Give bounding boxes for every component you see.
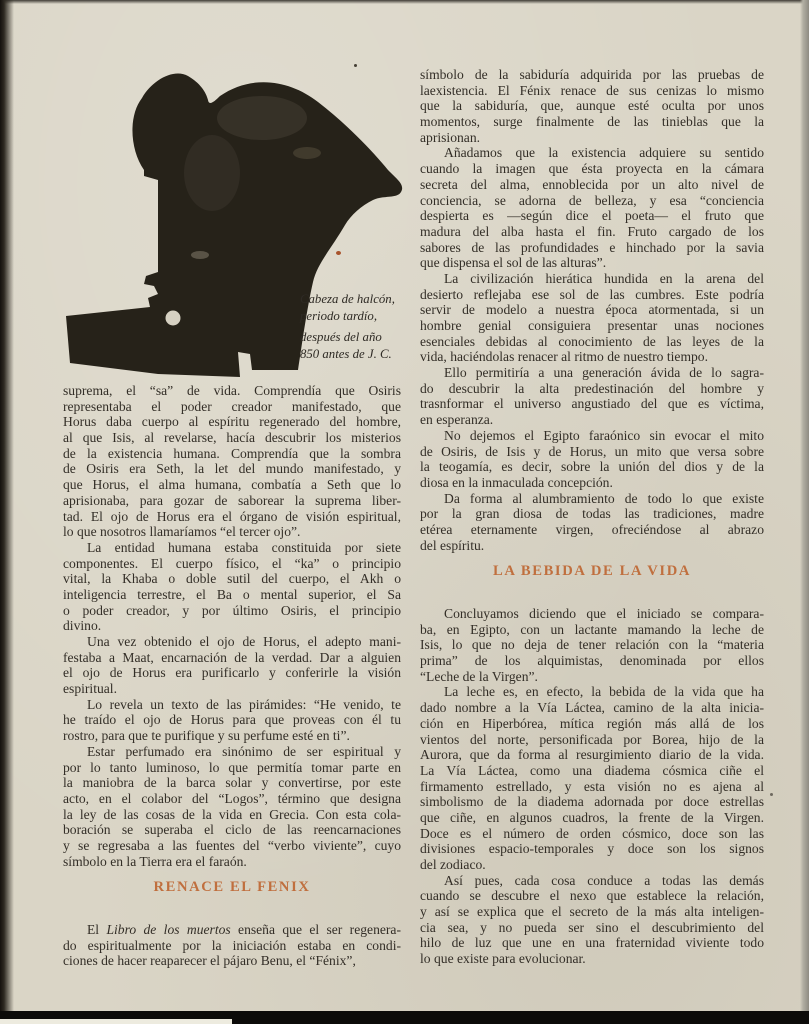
text-line: ba, en Egipto, con un lactante mamando la leche de [420,621,764,637]
text-line: momentos, surge finalmente de las tinieblas que la [420,114,764,130]
paragraph [420,365,764,428]
text-line: etérea eternamente virgen, ofreciéndose al abrazo [420,521,764,537]
text-line: trasnformar el universo angustiado del que es víctima, [420,396,764,412]
text-line: o poder creador, y por último Osiris, el principio [63,602,401,618]
text-line: Una vez obtenido el ojo de Horus, el adepto mani- [87,634,401,649]
section-heading: RENACE EL FENIX [153,879,311,896]
text-line: madura del alba hasta el fin. Fruto cargado de los [420,223,764,239]
text-line: divino. [63,618,102,634]
figure-caption [300,291,430,362]
caption-line: periodo tardío, [300,308,378,323]
text-column-right [420,67,764,967]
paragraph [420,606,764,684]
text-line: espiritual. [63,681,117,697]
text-line: esenciales debidas al conocimiento de las leyes de la [420,333,764,349]
text-line: secreta del alma, ennoblecida por un alto nivel de [420,176,764,192]
caption-line: 850 antes de J. C. [300,346,392,361]
paragraph [420,873,764,967]
text-column-left [63,383,401,969]
text-line: cuando se descubre el nexo que establece la relación, [420,888,764,904]
text-line: suprema, el “sa” de vida. Comprendía que Osiris [63,383,401,398]
falcon-head-figure [62,58,412,380]
paragraph [63,634,401,697]
scan-edge-bottom-white [0,1019,232,1024]
text-line: boración se superaba el ciclo de las reencarnaciones [63,822,401,838]
text-line: La leche es, en efecto, la bebida de la vida que ha [444,684,764,700]
text-line: firmamento estrellado, y esta visión no es ajena al [420,778,764,794]
text-line: y así se explica que el secreto de la más alta inteligen- [420,904,764,920]
text-line: laexistencia. El Fénix renace de sus cenizas lo mismo [420,82,764,98]
paragraph [420,491,764,554]
text-line: Ello permitiría a una generación ávida de lo sagra- [444,365,764,381]
caption-line: Cabeza de halcón, [300,292,395,306]
text-line: hombre genial consiguiera presentar unas nociones [420,318,764,333]
scan-edge-bottom [0,1011,809,1024]
text-line: he traído el ojo de Horus para que proveas con él tu [63,712,401,728]
text-line: Añadamos que la existencia adquiere su sentido [444,145,764,161]
text-line: de Osiris era Seth, la let del mundo manifestado, y [63,461,401,477]
text-line: Estar perfumado era sinónimo de ser espiritual y [87,743,401,759]
text-line: de Osiris, de Isis y de Horus, un mito que versa sobre [420,443,764,459]
text-line: despierta es —según dice el poeta— el fruto que [420,208,764,224]
text-line: No dejemos el Egipto faraónico sin evocar el mito [444,427,764,443]
scan-edge-right [800,0,809,1024]
text-line: que la sabiduría, que, aunque esté oculta por unos [420,98,764,114]
text-line: Horus daba cuerpo al espíritu regenerado del hombre, [63,414,401,430]
text-line: que dispensa el sol de las alturas”. [420,255,607,271]
text-line: símbolo de la sabiduría adquirida por las pruebas de [420,67,764,82]
scan-speck [770,793,773,796]
text-line: en esperanza. [420,412,494,428]
paragraph [420,428,764,491]
text-line: Isis, lo que no deja de tener relación con la “materia [420,637,764,653]
paragraph [63,383,401,540]
text-line: acto, en el colabor del “Logos”, término que designa [63,790,401,806]
text-line: por lo tanto luminoso, lo que permitía tomar parte en [63,759,401,775]
text-line: do descubrir la alta predestinación del hombre y [420,380,764,396]
paragraph [63,922,401,969]
text-line: cuando la imagen que ésta proyecta en la cámara [420,161,764,177]
text-line: vida, haciéndolas renacer al ritmo de nuestro tiempo. [420,349,709,365]
text-line: vital, la Khaba o doble sutil del cuerpo, el Akh o [63,571,401,587]
text-line: festaba a Maat, encarnación de la verdad. Dar a alguien [63,649,401,665]
text-line: la teogamía, es decir, sobre la unión del dios y de la [420,459,764,475]
text-line: por la gran diosa de todas las tradiciones, madre [420,506,764,522]
text-line: ción en Hiperbórea, mítica región más allá de los [420,715,764,731]
text-line: sabores de las profundidades e hinchado por la savia [420,239,764,255]
text-line: aprisionaba, para gozar de saborear la suprema liber- [63,492,401,508]
text-line: lo que existe para evolucionar. [420,951,586,967]
text-line: do espiritualmente por la iniciación estaba en condi- [63,937,401,953]
text-line: tad. El ojo de Horus era el órgano de visión espiritual, [63,508,401,524]
text-line: vientos del norte, personificada por Borea, hijo de la [420,731,764,747]
paragraph [63,697,401,744]
text-line: Doce es el número de orden cósmico, doce son las [420,825,764,841]
text-line: El Libro de los muertos enseña que el ser regenera- [87,922,401,938]
text-line: simbolismo de la diadema adornada por doce estrellas [420,794,764,810]
text-line: la ley de las cosas de la vida en Grecia. Con esta cola- [63,806,401,822]
text-line: rostro, para que te purifique y su perfume esté en ti”. [63,728,350,744]
text-line: Así pues, cada cosa conduce a todas las demás [444,872,764,888]
text-line: aprisionan. [420,129,481,145]
text-line: que Horus, el alma humana, combatía a Seth que lo [63,477,401,493]
text-line: y se regresaba a las fuentes del “verbo viviente”, cuyo [63,837,401,853]
text-line: componentes. El cuerpo físico, el “ka” o principio [63,555,401,571]
text-line: lo que nosotros llamaríamos “el tercer ojo”. [63,524,301,540]
text-line: prima” de los alquimistas, denominada por ellos [420,653,764,669]
text-line: al que Isis, al revelarse, hacía descubrir los misterios [63,430,401,446]
paragraph [420,684,764,872]
text-line: que ciñe, en algunos cuadros, la frente de la Virgen. [420,809,764,825]
text-line: Concluyamos diciendo que el iniciado se compara- [444,606,764,622]
text-line: conciencia, se adorna de belleza, y esa “conciencia [420,192,764,208]
text-line: cia sea, y no pueda ser sino el descubrimiento del [420,919,764,935]
text-line: Aurora, que da forma al resurgimiento diario de la vida. [420,747,764,763]
text-line: del espíritu. [420,537,485,553]
section-heading: LA BEBIDA DE LA VIDA [493,563,691,580]
scan-edge-top [0,0,809,4]
caption-line: después del año [300,330,382,344]
text-line: representaba el poder creador manifestado, que [63,398,401,414]
text-line: de la existencia humana. Comprendía que la sombra [63,445,401,461]
paragraph [420,67,764,145]
text-line: servir de modelo a nuestra época atormentada, si un [420,302,764,318]
text-line: Lo revela un texto de las pirámides: “He venido, te [87,696,401,712]
text-line: inteligencia terrestre, el Ba o mental superior, el Sa [63,586,401,602]
text-line: la maniobra de la barca solar y convertirse, por este [63,775,401,791]
text-line: “Leche de la Virgen”. [420,668,538,684]
paragraph [63,540,401,634]
text-line: La entidad humana estaba constituida por siete [87,539,401,555]
paragraph [420,271,764,365]
paragraph [63,744,401,870]
text-line: diosa en la inmaculada concepción. [420,474,613,490]
text-line: ciones de hacer reaparecer el pájaro Benu, el “Fénix”, [63,953,356,969]
text-line: símbolo en la Tierra era el faraón. [63,853,247,869]
text-line: desierto reflejaba ese sol de las cumbres. Este podría [420,286,764,302]
text-line: divisiones espacio-temporales y doce son los signos [420,841,764,857]
text-line: hilo de luz que une en una fraternidad viviente todo [420,935,764,951]
paragraph [420,145,764,271]
scan-edge-left [0,0,14,1024]
text-line: el ojo de Horus era purificarlo y conferirle la visión [63,665,401,681]
text-line: La civilización hierática hundida en la arena del [444,270,764,286]
text-line: dado nombre a la Vía Láctea, camino de la alta inicia- [420,700,764,716]
text-line: Da forma al alumbramiento de todo lo que existe [444,490,764,506]
text-line: La Vía Láctea, como una diadema cósmica ciñe el [420,762,764,778]
text-line: del zodiaco. [420,857,486,873]
